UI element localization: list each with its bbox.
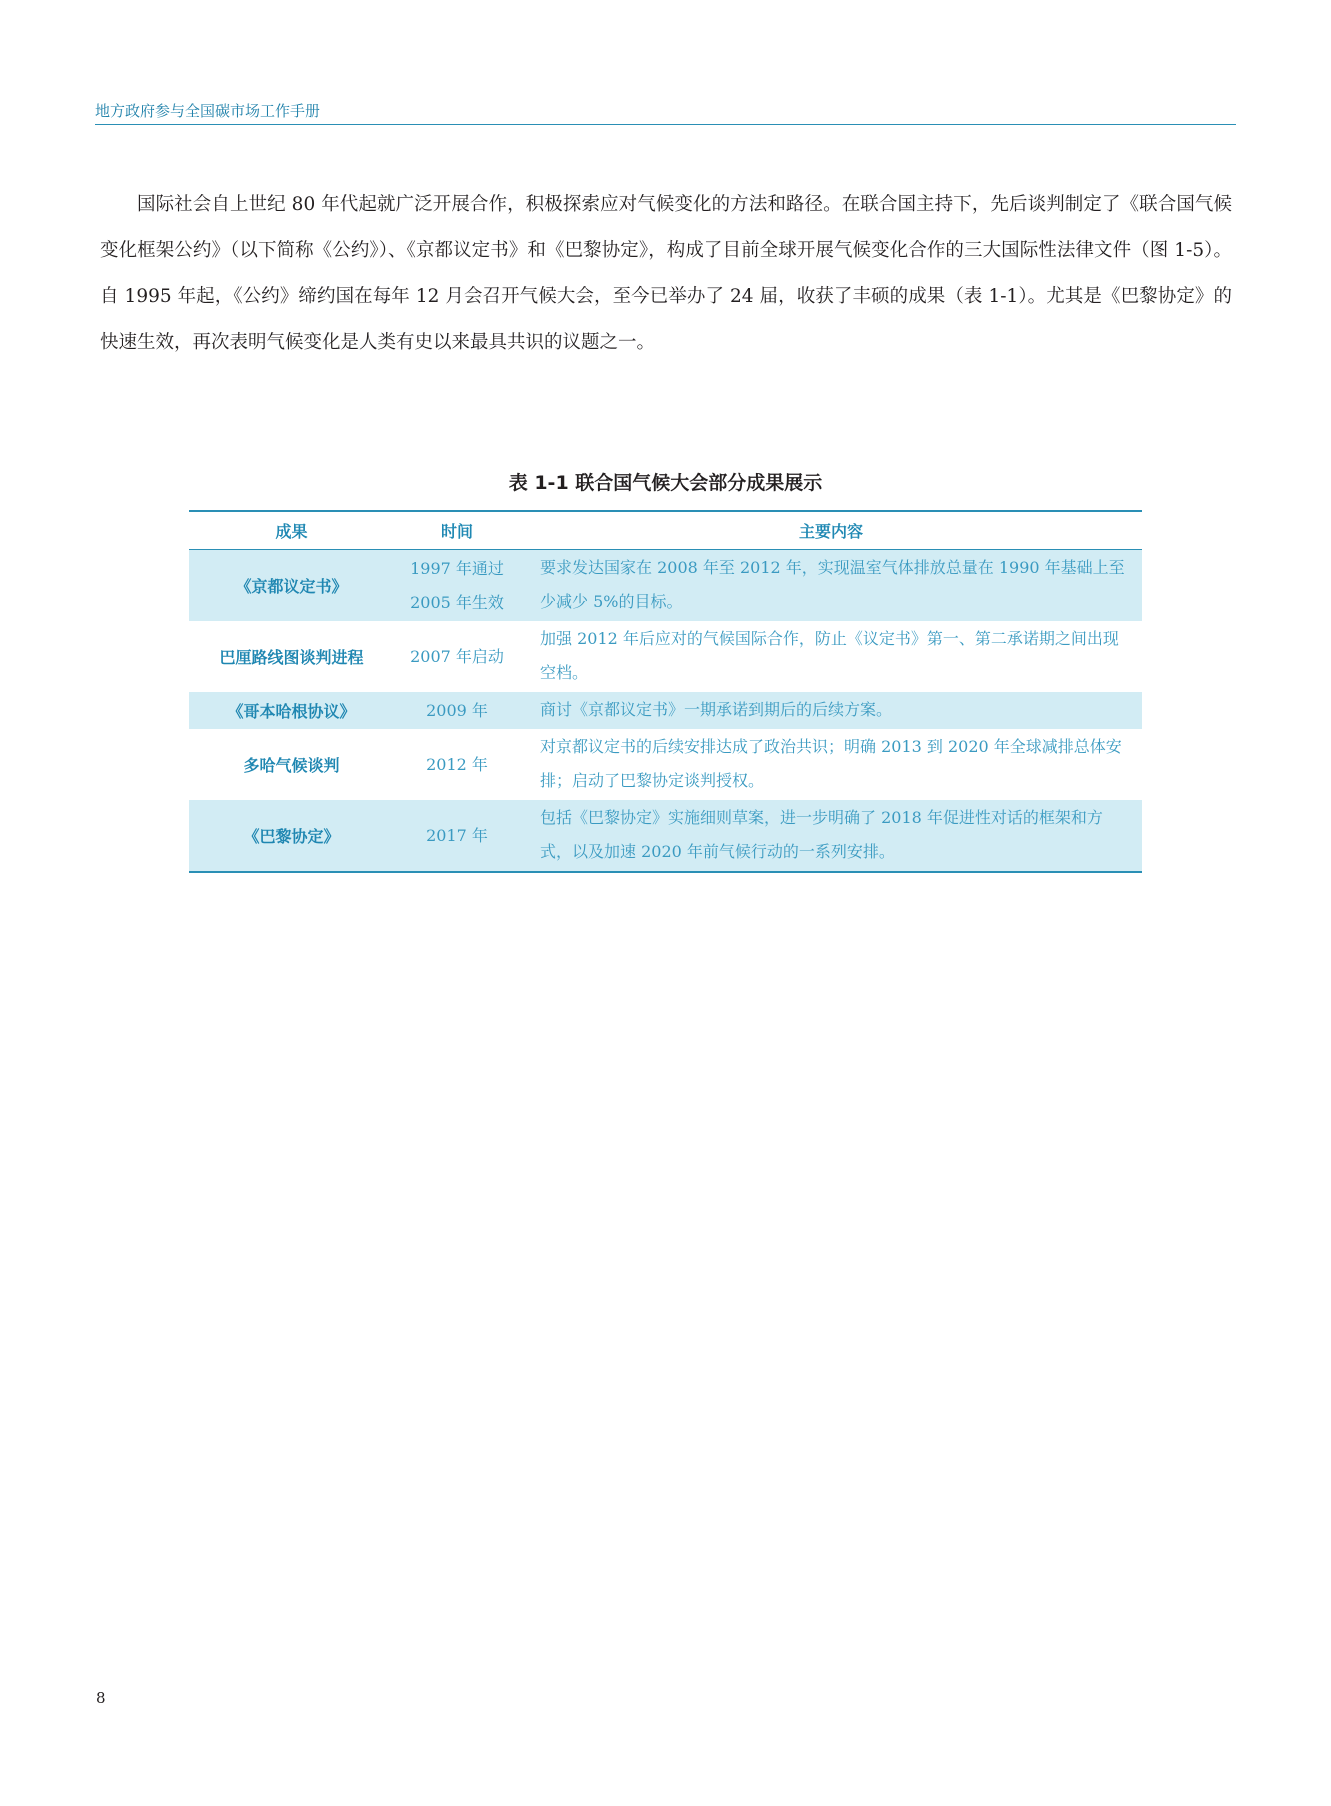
- table-row: [189, 550, 1142, 622]
- time-cell: 2009 年: [394, 692, 520, 729]
- running-header: 地方政府参与全国碳市场工作手册: [95, 102, 321, 120]
- header-divider: [95, 124, 1236, 125]
- content-cell: 加强 2012 年后应对的气候国际合作，防止《议定书》第一、第二承诺期之间出现空档。: [540, 629, 1119, 682]
- achievement-cell: 多哈气候谈判: [243, 756, 340, 775]
- table-row: [189, 692, 1142, 729]
- table-header-row: [189, 511, 1142, 550]
- time-cell: 2007 年启动: [410, 646, 504, 666]
- column-header-achievement: 成果: [189, 511, 394, 550]
- table-caption: 表 1-1 联合国气候大会部分成果展示: [508, 472, 823, 494]
- table-row: [189, 729, 1142, 800]
- content-cell: 要求发达国家在 2008 年至 2012 年，实现温室气体排放总量在 1990 年基础上至少减少 5%的目标。: [520, 550, 1142, 622]
- content-cell: 包括《巴黎协定》实施细则草案，进一步明确了 2018 年促进性对话的框架和方式，以及加速 2020 年前气候行动的一系列安排。: [520, 800, 1142, 872]
- table-row: [189, 800, 1142, 872]
- achievement-cell: 《巴黎协定》: [189, 800, 394, 872]
- content-cell: 对京都议定书的后续安排达成了政治共识；明确 2013 到 2020 年全球减排总体安排；启动了巴黎协定谈判授权。: [540, 737, 1122, 790]
- time-cell: [394, 550, 520, 622]
- time-line: 2005 年生效: [410, 592, 504, 612]
- achievement-cell: 巴厘路线图谈判进程: [219, 648, 364, 667]
- column-header-time: 时间: [394, 511, 520, 550]
- achievement-cell: 《京都议定书》: [189, 550, 394, 622]
- page-number: 8: [96, 1689, 106, 1707]
- content-cell: 商讨《京都议定书》一期承诺到期后的后续方案。: [520, 692, 1142, 729]
- time-cell: 2012 年: [426, 754, 488, 774]
- column-header-content: 主要内容: [520, 511, 1142, 550]
- body-paragraph: 国际社会自上世纪 80 年代起就广泛开展合作，积极探索应对气候变化的方法和路径。在联合国主持下，先后谈判制定了《联合国气候变化框架公约》（以下简称《公约》）、《京都议定书》和《巴黎协定》，构成了目前全球开展气候变化合作的三大国际性法律文件（图 1-5）。自 1995 年起，《公约》缔约国在每年 12 月会召开气候大会，至今已举办了 24 届，收获了丰硕的成果（表 1-1）。尤其是《巴黎协定》的快速生效，再次表明气候变化是人类有史以来最具共识的议题之一。: [100, 194, 1232, 353]
- results-table: [189, 510, 1142, 873]
- achievement-cell: 《哥本哈根协议》: [189, 692, 394, 729]
- time-cell: 2017 年: [394, 800, 520, 872]
- table-row: [189, 621, 1142, 692]
- time-line: 1997 年通过: [410, 558, 504, 578]
